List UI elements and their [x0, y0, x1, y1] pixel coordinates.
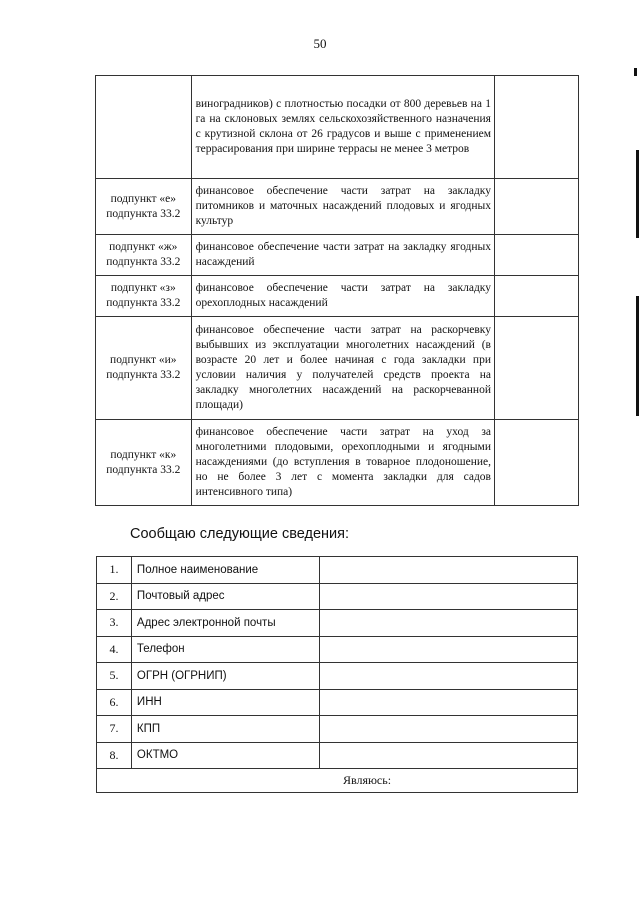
field-label: Полное наименование [131, 557, 319, 584]
phone-field[interactable] [319, 636, 577, 663]
table-row [96, 179, 579, 235]
info-heading: Сообщаю следующие сведения: [130, 526, 350, 542]
table-row [97, 557, 578, 584]
row-number: 3. [97, 610, 132, 637]
page-number: 50 [313, 36, 327, 51]
table-row [97, 636, 578, 663]
oktmo-field[interactable] [319, 742, 577, 769]
ref-cell: подпункт «е» подпункта 33.2 [96, 179, 192, 235]
field-label: КПП [131, 716, 319, 743]
field-label: ОКТМО [131, 742, 319, 769]
table-row [96, 235, 579, 276]
description-cell: виноградников) с плотностью посадки от 800 деревьев на 1 га на склоновых землях сельскохозяйственного назначения с крутизной склона от 26 градусов и выше с применением террасирования при ширине террасы не менее 3 метров [191, 76, 494, 179]
field-label: Почтовый адрес [131, 583, 319, 610]
row-number: 2. [97, 583, 132, 610]
value-cell[interactable] [494, 276, 578, 317]
subsidy-table [95, 75, 579, 506]
table-row [97, 689, 578, 716]
row-number: 7. [97, 716, 132, 743]
table-row [97, 769, 578, 793]
kpp-field[interactable] [319, 716, 577, 743]
value-cell[interactable] [494, 420, 578, 506]
scan-edge-mark [634, 68, 637, 76]
field-label: ИНН [131, 689, 319, 716]
full-name-field[interactable] [319, 557, 577, 584]
inn-field[interactable] [319, 689, 577, 716]
description-cell: финансовое обеспечение части затрат на закладку ягодных насаждений [191, 235, 494, 276]
ref-cell: подпункт «з» подпункта 33.2 [96, 276, 192, 317]
field-label: Адрес электронной почты [131, 610, 319, 637]
description-cell: финансовое обеспечение части затрат на закладку орехоплодных насаждений [191, 276, 494, 317]
description-cell: финансовое обеспечение части затрат на уход за многолетними плодовыми, орехоплодными и ягодными насаждениями (до вступления в товарное плодоношение, но не более 3 лет с момента закладки для садов интенсивного типа) [191, 420, 494, 506]
table-row [96, 276, 579, 317]
ref-cell [96, 76, 192, 179]
scan-edge-mark [636, 150, 639, 238]
value-cell[interactable] [494, 317, 578, 420]
field-label: ОГРН (ОГРНИП) [131, 663, 319, 690]
field-label: Телефон [131, 636, 319, 663]
table-row [97, 663, 578, 690]
row-number: 1. [97, 557, 132, 584]
table-row [97, 716, 578, 743]
table-row [96, 76, 579, 179]
description-cell: финансовое обеспечение части затрат на закладку питомников и маточных насаждений плодовых и ягодных культур [191, 179, 494, 235]
row-number: 5. [97, 663, 132, 690]
row-number: 4. [97, 636, 132, 663]
table-row [96, 317, 579, 420]
ref-cell: подпункт «и» подпункта 33.2 [96, 317, 192, 420]
postal-address-field[interactable] [319, 583, 577, 610]
value-cell[interactable] [494, 179, 578, 235]
table-row [97, 610, 578, 637]
table-row [97, 742, 578, 769]
row-number: 8. [97, 742, 132, 769]
scan-edge-mark [636, 296, 639, 416]
table-row [97, 583, 578, 610]
status-row: Являюсь: [97, 769, 578, 793]
info-table [96, 556, 578, 793]
value-cell[interactable] [494, 76, 578, 179]
value-cell[interactable] [494, 235, 578, 276]
email-field[interactable] [319, 610, 577, 637]
ref-cell: подпункт «ж» подпункта 33.2 [96, 235, 192, 276]
description-cell: финансовое обеспечение части затрат на раскорчевку выбывших из эксплуатации многолетних насаждений (в возрасте 20 лет и более начиная с года закладки при условии наличия у получателей средств проекта на закладку многолетних насаждений на раскорчеванной площади) [191, 317, 494, 420]
row-number: 6. [97, 689, 132, 716]
ogrn-field[interactable] [319, 663, 577, 690]
ref-cell: подпункт «к» подпункта 33.2 [96, 420, 192, 506]
table-row [96, 420, 579, 506]
